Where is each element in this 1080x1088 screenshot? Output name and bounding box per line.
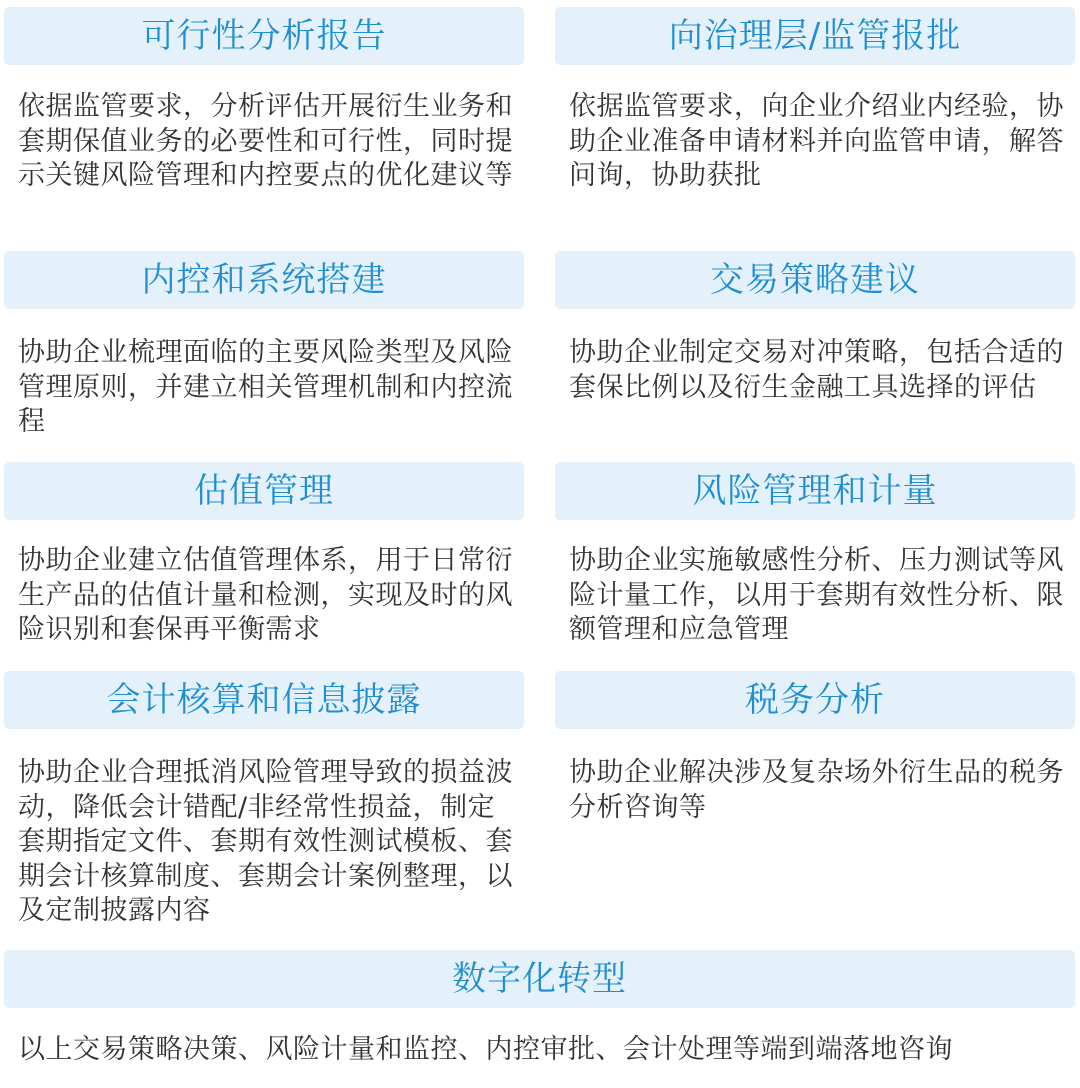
- card-title-internal-control-system: 内控和系统搭建: [4, 251, 524, 309]
- card-title-accounting-disclosure: 会计核算和信息披露: [4, 671, 524, 729]
- card-desc-accounting-disclosure: 协助企业合理抵消风险管理导致的损益波动，降低会计错配/非经常性损益，制定套期指定文件、套期有效性测试模板、套期会计核算制度、套期会计案例整理，以及定制披露内容: [18, 757, 513, 926]
- card-desc-risk-measurement: 协助企业实施敏感性分析、压力测试等风险计量工作，以用于套期有效性分析、限额管理和应急管理: [569, 545, 1064, 645]
- card-title-trading-strategy: 交易策略建议: [555, 251, 1075, 309]
- card-desc-tax-analysis: 协助企业解决涉及复杂场外衍生品的税务分析咨询等: [569, 757, 1064, 823]
- card-title-regulatory-approval: 向治理层/监管报批: [555, 7, 1075, 65]
- card-desc-valuation-management: 协助企业建立估值管理体系，用于日常衍生产品的估值计量和检测，实现及时的风险识别和套保再平衡需求: [18, 545, 513, 645]
- card-title-digital-transformation: 数字化转型: [4, 950, 1075, 1008]
- card-title-risk-measurement: 风险管理和计量: [555, 462, 1075, 520]
- card-title-tax-analysis: 税务分析: [555, 671, 1075, 729]
- card-title-feasibility-report: 可行性分析报告: [4, 7, 524, 65]
- card-desc-feasibility-report: 依据监管要求，分析评估开展衍生业务和套期保值业务的必要性和可行性，同时提示关键风险管理和内控要点的优化建议等: [18, 91, 513, 191]
- card-desc-internal-control-system: 协助企业梳理面临的主要风险类型及风险管理原则，并建立相关管理机制和内控流程: [18, 337, 513, 437]
- card-desc-trading-strategy: 协助企业制定交易对冲策略，包括合适的套保比例以及衍生金融工具选择的评估: [569, 337, 1064, 403]
- card-desc-digital-transformation: 以上交易策略决策、风险计量和监控、内控审批、会计处理等端到端落地咨询: [18, 1034, 953, 1065]
- card-title-valuation-management: 估值管理: [4, 462, 524, 520]
- card-desc-regulatory-approval: 依据监管要求，向企业介绍业内经验，协助企业准备申请材料并向监管申请，解答问询，协助获批: [569, 91, 1064, 191]
